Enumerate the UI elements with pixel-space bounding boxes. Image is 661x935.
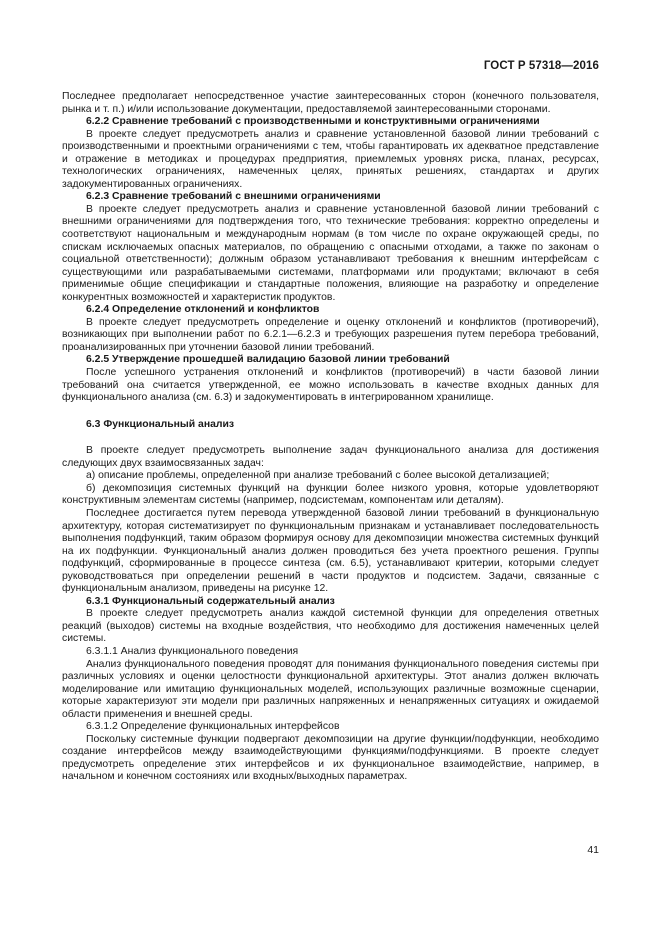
section-heading-6-3-1: 6.3.1 Функциональный содержательный анализ xyxy=(86,595,335,607)
paragraph: Поскольку системные функции подвергают декомпозиции на другие функции/подфункции, необходимо создание интерфейсов между взаимодействующими функциями/подфункциями. В проекте следует предусмотреть определение этих интерфейсов и их функциональное взаимодействие, например, в начальном и конечном состояниях или входных/выходных параметрах. xyxy=(62,733,599,783)
paragraph: В проекте следует предусмотреть выполнение задач функционального анализа для достижения следующих двух взаимосвязанных задач: xyxy=(62,445,599,469)
paragraph: Последнее достигается путем перевода утвержденной базовой линии требований в функциональную архитектуру, которая систематизирует по функциональным признакам и устанавливает последовательность выполнения подфункций, таким образом формируя основу для декомпозиции множества системных функций на их подфункции. Функциональный анализ должен проводиться без учета проектного решения. Группы подфункций, сформированные в процессе синтеза (см. 6.5), устанавливают критерии, которыми следует руководствоваться при определении решений в части продуктов и подсистем. Задачи, связанные с функциональным анализом, приведены на рисунке 12. xyxy=(62,507,599,595)
paragraph: В проекте следует предусмотреть анализ и сравнение установленной базовой линии требований с внешними ограничениями для подтверждения того, что технические требования: корректно определены и соответствуют национальным и международным нормам (в том числе по охране окружающей среды, по спискам исключаемых опасных материалов, по обращению с опасными отходами, а также по законам о социальной ответственности); должным образом устанавливают требования к внешним интерфейсам с существующими или разрабатываемыми системами, платформами или продуктами; включают в себя применимые общие спецификации и стандартные положения, влияющие на разработку и определение конкурентных возможностей и характеристик продуктов. xyxy=(62,203,599,303)
document-body xyxy=(62,91,599,784)
paragraph: Последнее предполагает непосредственное участие заинтересованных сторон (конечного пользователя, рынка и т. п.) и/или использование документации, предоставляемой заинтересованными сторонами. xyxy=(62,91,599,115)
section-heading-6-2-2: 6.2.2 Сравнение требований с производственными и конструктивными ограничениями xyxy=(86,116,540,128)
section-heading-6-2-4: 6.2.4 Определение отклонений и конфликтов xyxy=(86,304,320,316)
subsection-heading-6-3-1-1: 6.3.1.1 Анализ функционального поведения xyxy=(86,645,299,657)
paragraph: После успешного устранения отклонений и конфликтов (противоречий) в части базовой линии требований она считается утвержденной, ее можно использовать в качестве входных данных для функционального анализа (см. 6.3) и задокументировать в интегрированном хранилище. xyxy=(62,367,599,404)
subsection-heading-6-3-1-2: 6.3.1.2 Определение функциональных интерфейсов xyxy=(86,721,340,733)
section-heading-6-2-3: 6.2.3 Сравнение требований с внешними ограничениями xyxy=(86,191,381,203)
page-number: 41 xyxy=(587,844,599,856)
section-heading-6-2-5: 6.2.5 Утверждение прошедшей валидацию базовой линии требований xyxy=(86,354,450,366)
paragraph: В проекте следует предусмотреть анализ и сравнение установленной базовой линии требований с производственными и проектными ограничениями с тем, чтобы гарантировать их адекватное представление и отражение в методиках и процедурах предприятия, приемлемых уровнях риска, планах, ресурсах, технологических ограничениях, намеченных целях, принятых решениях, стандартах и других задокументированных ограничениях. xyxy=(62,128,599,190)
document-id: ГОСТ Р 57318—2016 xyxy=(483,60,599,72)
paragraph: В проекте следует предусмотреть определение и оценку отклонений и конфликтов (противоречий), возникающих при выполнении работ по 6.2.1—6.2.3 и требующих разрешения путем перебора требований, проанализированных при уточнении базовой линии требований. xyxy=(62,316,599,353)
paragraph: Анализ функционального поведения проводят для понимания функционального поведения системы при различных условиях и оценки целостности функциональной архитектуры. Этот анализ должен включать моделирование или имитацию функциональных моделей, использующих различные возможные сценарии, которые характеризуют эти модели при различных напряженных и ненапряженных ситуациях и ожидаемой области применения и внешней среды. xyxy=(62,658,599,720)
list-item: а) описание проблемы, определенной при анализе требований с более высокой детализацией; xyxy=(86,470,550,482)
list-item: б) декомпозиция системных функций на функции более низкого уровня, которые удовлетворяют конструктивным элементам системы (например, подсистемам, компонентам или деталям). xyxy=(62,482,599,507)
paragraph: В проекте следует предусмотреть анализ каждой системной функции для определения ответных реакций (выходов) системы на входные воздействия, что необходимо для достижения намеченных целей системы. xyxy=(62,608,599,645)
section-heading-6-3: 6.3 Функциональный анализ xyxy=(86,418,235,430)
